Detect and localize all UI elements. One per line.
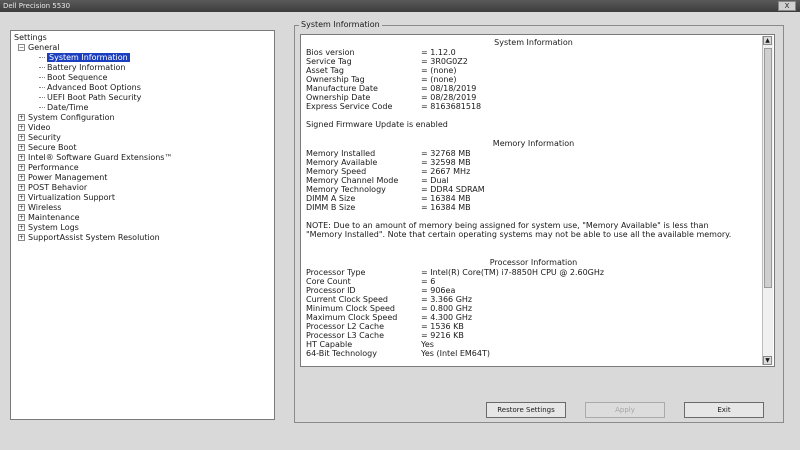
tree-item-system-configuration[interactable]: + System Configuration — [19, 113, 115, 122]
tree-item-battery-information[interactable]: Battery Information — [14, 63, 172, 73]
scroll-up-icon[interactable]: ▲ — [763, 36, 772, 45]
tree-item-maintenance[interactable]: + Maintenance — [19, 213, 80, 222]
expand-icon[interactable]: + — [19, 124, 25, 131]
expand-icon[interactable]: + — [19, 234, 25, 241]
section-title-memory: Memory Information — [492, 139, 575, 148]
window-titlebar — [0, 0, 800, 12]
expand-icon[interactable]: + — [19, 204, 25, 211]
expand-icon[interactable]: + — [19, 184, 25, 191]
tree-item-supportassist[interactable]: + SupportAssist System Resolution — [19, 233, 160, 242]
info-content — [306, 37, 761, 358]
expand-icon[interactable]: + — [19, 194, 25, 201]
settings-tree-panel — [10, 30, 275, 420]
close-button[interactable]: X — [778, 1, 796, 11]
exit-button[interactable]: Exit — [684, 402, 764, 418]
expand-icon[interactable]: + — [19, 214, 25, 221]
info-row: DIMM B Size = 16384 MB — [306, 203, 471, 212]
tree-item-uefi-boot-path-security[interactable]: UEFI Boot Path Security — [14, 93, 172, 103]
tree-item-general[interactable]: − General — [19, 43, 60, 52]
info-row: Ownership Date = 08/28/2019 — [306, 93, 477, 102]
section-title-processor: Processor Information — [489, 258, 578, 267]
info-row: Minimum Clock Speed = 0.800 GHz — [306, 304, 473, 313]
firmware-status: Signed Firmware Update is enabled — [306, 120, 448, 129]
info-row: Ownership Tag = (none) — [306, 75, 457, 84]
tree-item-wireless[interactable]: + Wireless — [19, 203, 62, 212]
expand-icon[interactable]: + — [19, 134, 25, 141]
info-row: DIMM A Size = 16384 MB — [306, 194, 471, 203]
tree-item-performance[interactable]: + Performance — [19, 163, 79, 172]
restore-settings-button[interactable]: Restore Settings — [486, 402, 566, 418]
tree-item-power-management[interactable]: + Power Management — [19, 173, 108, 182]
tree-item-secure-boot[interactable]: + Secure Boot — [19, 143, 77, 152]
info-row: Service Tag = 3R0G0Z2 — [306, 57, 468, 66]
tree-item-sgx[interactable]: + Intel® Software Guard Extensions™ — [19, 153, 173, 162]
info-row: Maximum Clock Speed = 4.300 GHz — [306, 313, 473, 322]
settings-tree — [14, 33, 172, 243]
tree-item-security[interactable]: + Security — [19, 133, 61, 142]
info-row: Memory Available = 32598 MB — [306, 158, 471, 167]
expand-icon[interactable]: + — [19, 164, 25, 171]
tree-item-system-logs[interactable]: + System Logs — [19, 223, 79, 232]
tree-item-boot-sequence[interactable]: Boot Sequence — [14, 73, 172, 83]
info-row: Current Clock Speed = 3.366 GHz — [306, 295, 473, 304]
panel-title: System Information — [301, 20, 380, 29]
info-row: HT Capable Yes — [306, 340, 434, 349]
info-row: Processor ID = 906ea — [306, 286, 456, 295]
vertical-scrollbar[interactable] — [762, 36, 773, 365]
expand-icon[interactable]: + — [19, 174, 25, 181]
expand-icon[interactable]: + — [19, 144, 25, 151]
info-row: Processor L2 Cache = 1536 KB — [306, 322, 464, 331]
info-row: Memory Technology = DDR4 SDRAM — [306, 185, 485, 194]
tree-item-date-time[interactable]: Date/Time — [14, 103, 172, 113]
tree-item-advanced-boot-options[interactable]: Advanced Boot Options — [14, 83, 172, 93]
memory-note: NOTE: Due to an amount of memory being assigned for system use, "Memory Available" is less than "Memory Installed". Note that certain operating systems may not be able to use all the available memory. — [306, 221, 732, 239]
window-title: Dell Precision 5530 — [3, 2, 71, 10]
expand-icon[interactable]: + — [19, 224, 25, 231]
scroll-down-icon[interactable]: ▼ — [763, 356, 772, 365]
expand-icon[interactable]: + — [19, 114, 25, 121]
expand-icon[interactable]: + — [19, 154, 25, 161]
system-information-list — [300, 34, 775, 367]
info-row: Processor Type = Intel(R) Core(TM) i7-8850H CPU @ 2.60GHz — [306, 268, 605, 277]
section-title-system: System Information — [494, 38, 573, 47]
apply-button[interactable]: Apply — [585, 402, 665, 418]
tree-item-post-behavior[interactable]: + POST Behavior — [19, 183, 88, 192]
collapse-icon[interactable]: − — [19, 44, 25, 51]
tree-item-video[interactable]: + Video — [19, 123, 51, 132]
settings-root: Settings — [14, 33, 47, 42]
info-row: Asset Tag = (none) — [306, 66, 457, 75]
info-row: Core Count = 6 — [306, 277, 436, 286]
info-row: Bios version = 1.12.0 — [306, 48, 456, 57]
info-row: 64-Bit Technology Yes (Intel EM64T) — [306, 349, 490, 358]
info-row: Memory Speed = 2667 MHz — [306, 167, 471, 176]
info-row: Memory Channel Mode = Dual — [306, 176, 449, 185]
scrollbar-thumb[interactable] — [764, 48, 772, 288]
tree-item-system-information[interactable]: System Information — [14, 53, 172, 63]
tree-item-virtualization-support[interactable]: + Virtualization Support — [19, 193, 115, 202]
info-row: Processor L3 Cache = 9216 KB — [306, 331, 464, 340]
info-row: Manufacture Date = 08/18/2019 — [306, 84, 477, 93]
info-row: Memory Installed = 32768 MB — [306, 149, 471, 158]
info-row: Express Service Code = 8163681518 — [306, 102, 482, 111]
